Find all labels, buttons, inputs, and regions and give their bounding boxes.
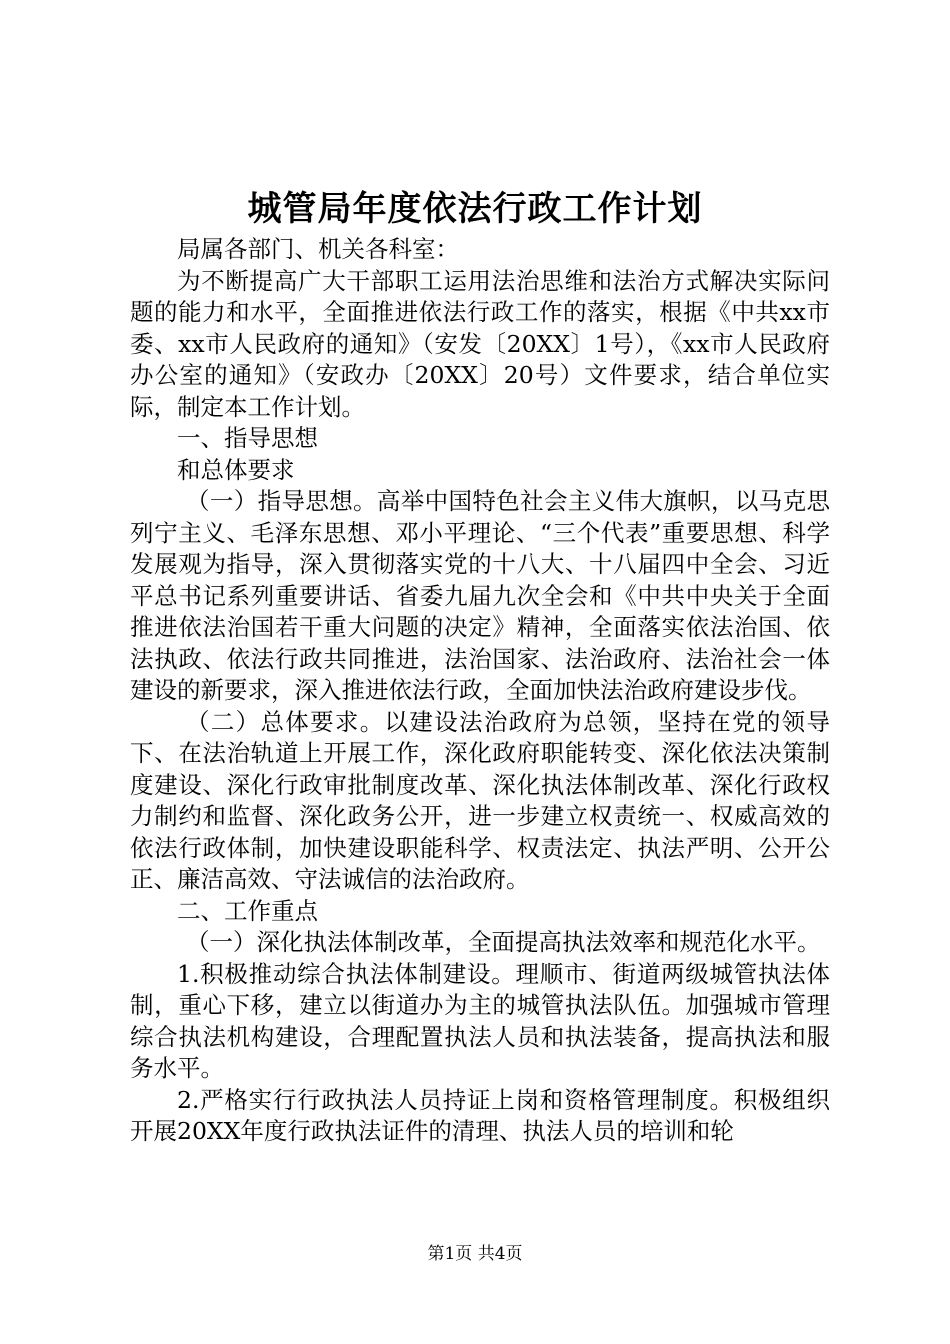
section-heading-1-continued: 和总体要求 (177, 455, 295, 484)
item-1-paragraph: 1.积极推动综合执法体制建设。理顺市、街道两级城管执法体制，重心下移，建立以街道办为主的城管执法队伍。加强城市管理综合执法机构建设，合理配置执法人员和执法装备，提高执法和服务水平。 (130, 959, 830, 1082)
document-body (130, 234, 830, 1148)
section-heading-2: 二、工作重点 (177, 896, 318, 925)
page-number-footer: 第1页 共4页 (427, 1244, 523, 1264)
intro-paragraph: 为不断提高广大干部职工运用法治思维和法治方式解决实际问题的能力和水平，全面推进依法行政工作的落实，根据《中共xx市委、xx市人民政府的通知》（安发〔20XX〕1号），《xx市人民政府办公室的通知》（安政办〔20XX〕20号）文件要求，结合单位实际，制定本工作计划。 (130, 266, 830, 421)
item-2-paragraph: 2.严格实行行政执法人员持证上岗和资格管理制度。积极组织开展20XX年度行政执法证件的清理、执法人员的培训和轮 (130, 1085, 830, 1145)
subsection-heading-1: （一）深化执法体制改革，全面提高执法效率和规范化水平。 (186, 928, 821, 956)
document-title: 城管局年度依法行政工作计划 (247, 189, 703, 229)
guiding-thought-paragraph: （一）指导思想。高举中国特色社会主义伟大旗帜，以马克思列宁主义、毛泽东思想、邓小平理论、“三个代表”重要思想、科学发展观为指导，深入贯彻落实党的十八大、十八届四中全会、习近平总书记系列重要讲话、省委九届九次全会和《中共中央关于全面推进依法治国若干重大问题的决定》精神，全面落实依法治国、依法执政、依法行政共同推进，法治国家、法治政府、法治社会一体建设的新要求，深入推进依法行政，全面加快法治政府建设步伐。 (130, 487, 830, 704)
section-heading-1: 一、指导思想 (177, 424, 318, 452)
general-requirements-paragraph: （二）总体要求。以建设法治政府为总领，坚持在党的领导下、在法治轨道上开展工作，深化政府职能转变、深化依法决策制度建设、深化行政审批制度改革、深化执法体制改革、深化行政权力制约和监督、深化政务公开，进一步建立权责统一、权威高效的依法行政体制，加快建设职能科学、权责法定、执法严明、公开公正、廉洁高效、守法诚信的法治政府。 (130, 707, 830, 893)
salutation-paragraph: 局属各部门、机关各科室： (177, 235, 459, 263)
